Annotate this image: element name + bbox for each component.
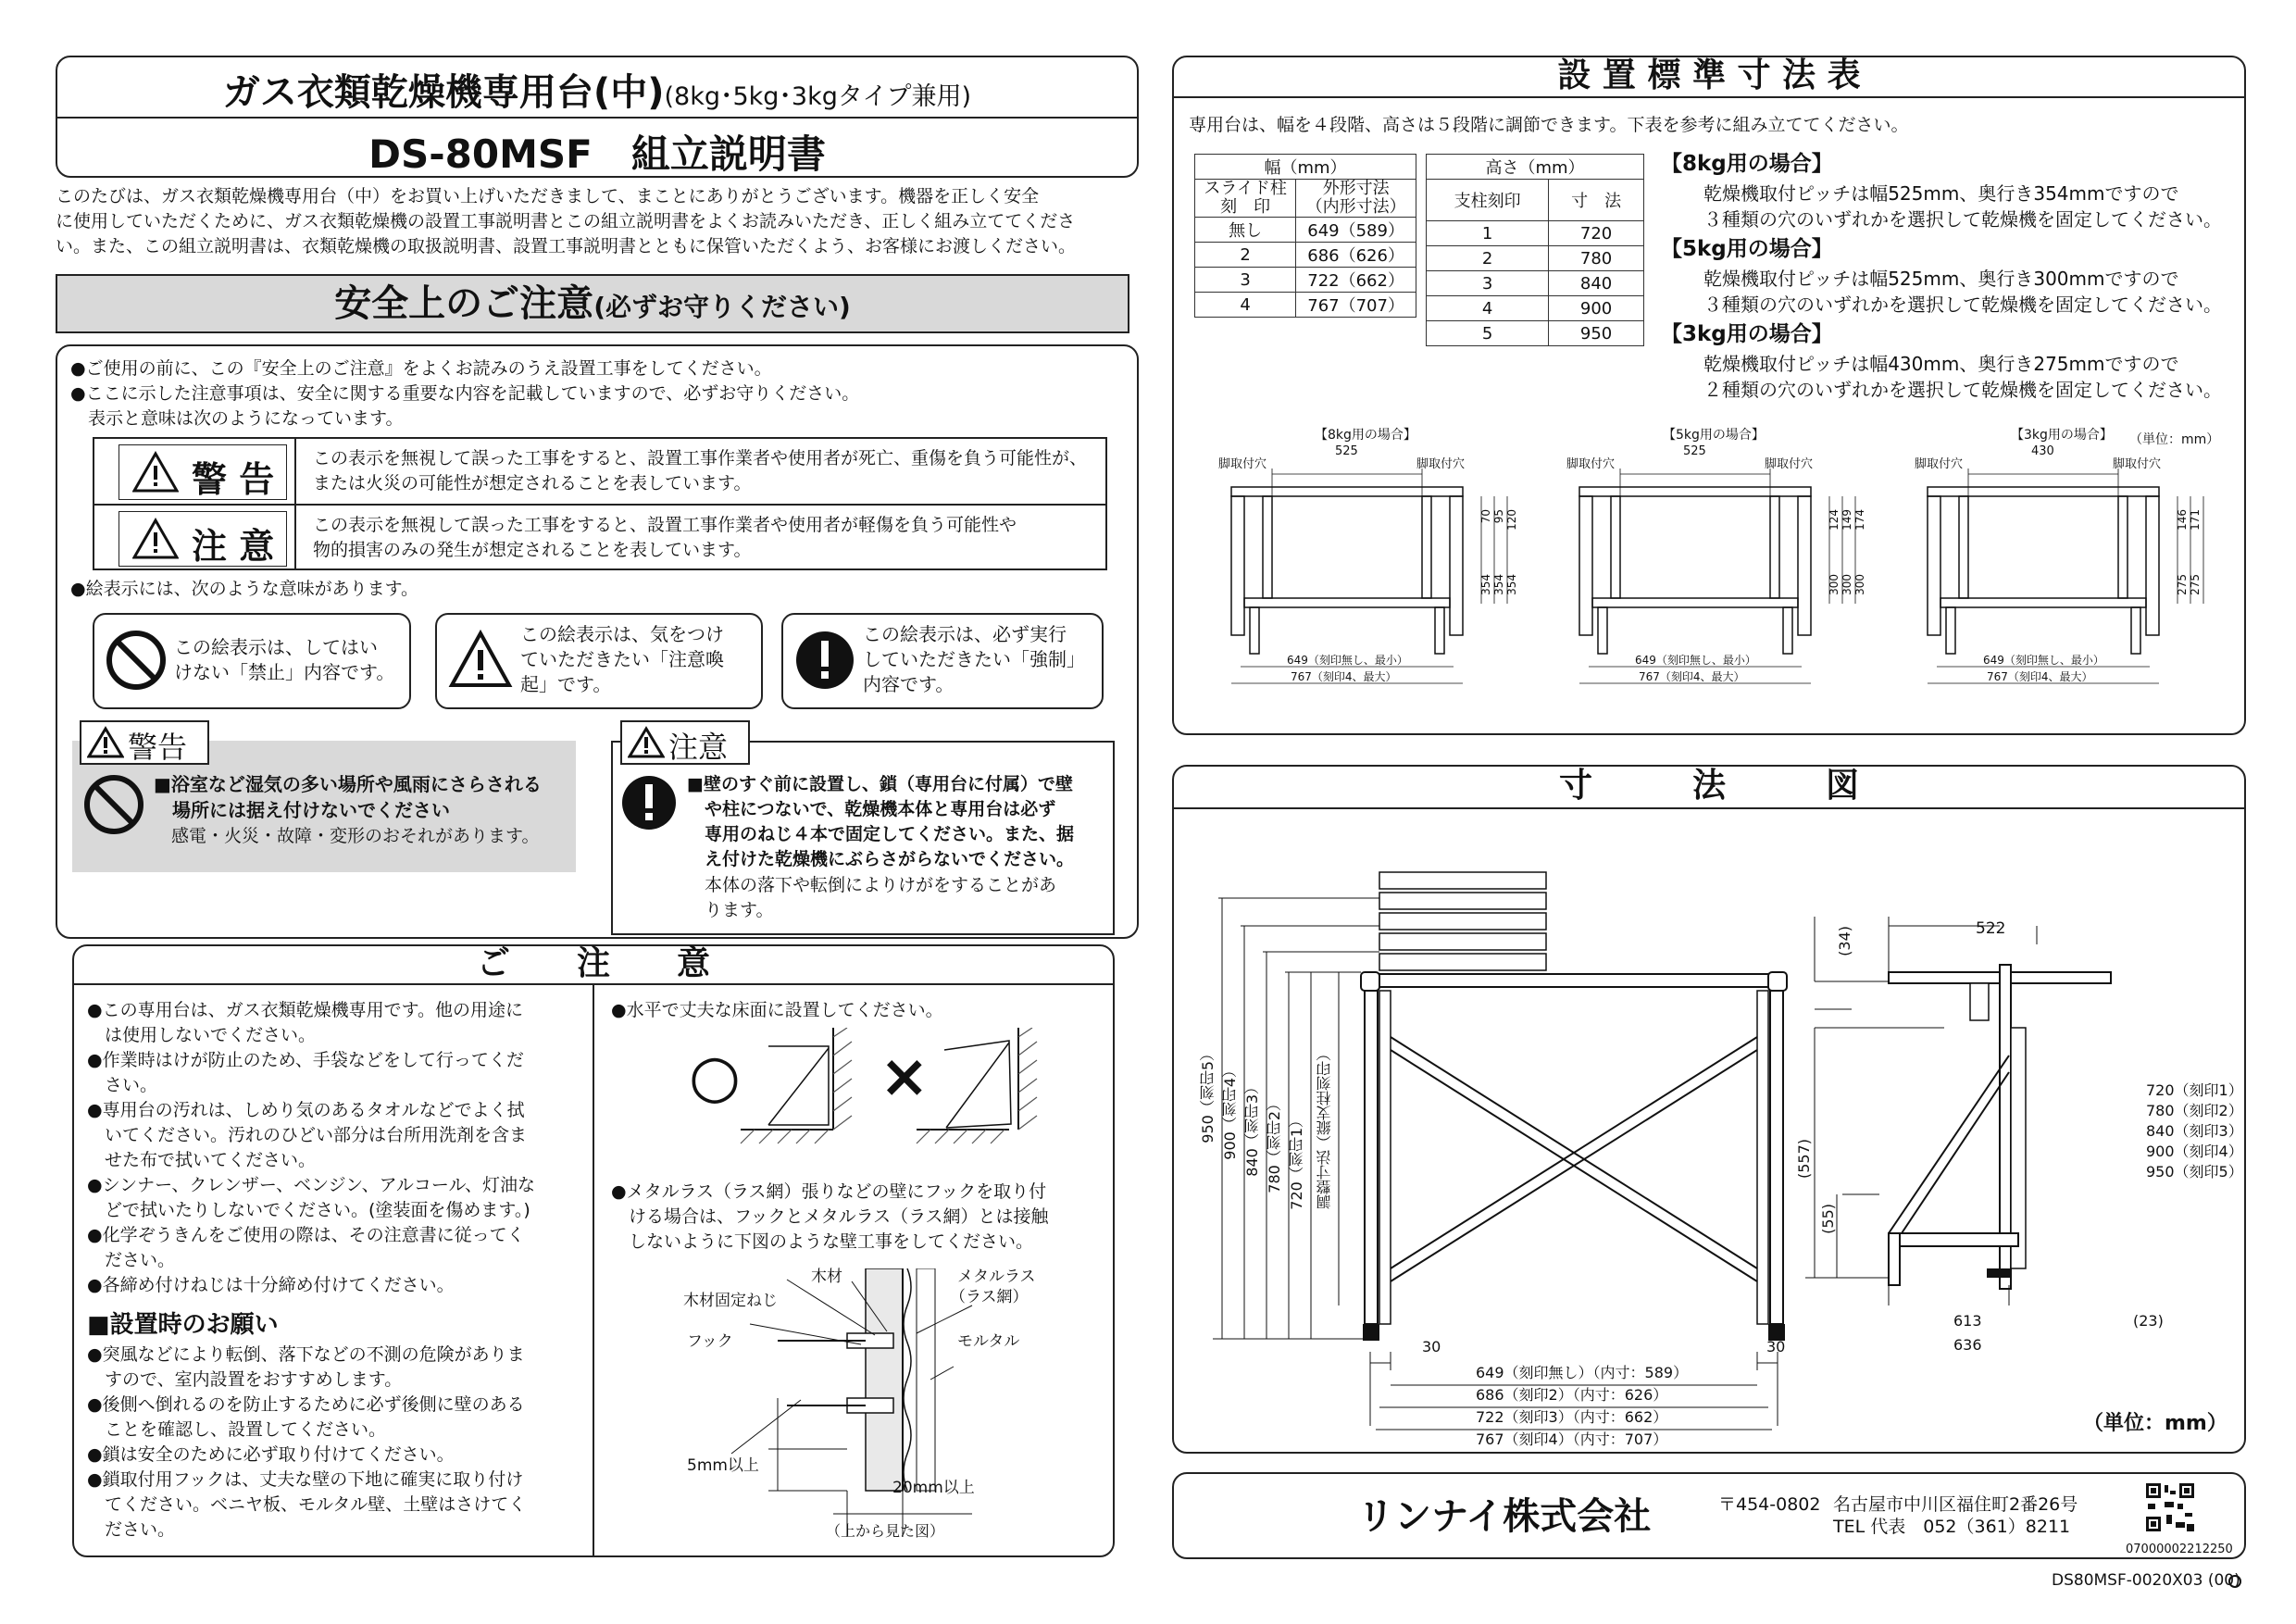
ok-mark: ○ <box>689 1043 741 1111</box>
diagram-dim-a: 174 <box>1853 509 1866 531</box>
intro-line-1: このたびは、ガス衣類乾燥機専用台（中）をお買い上げいただきまして、まことにありがとうございます。機器を正しく安全 <box>56 186 1040 206</box>
fig-metal-lath: メタルラス <box>957 1268 1036 1286</box>
install-title: ■設置時のお願い <box>87 1311 279 1339</box>
prohibit-icon <box>106 630 167 691</box>
caution-icon <box>448 630 513 689</box>
warning-tag-icon <box>87 726 124 759</box>
height-table: 高さ（mm） 支柱刻印 寸 法 1 720 2 780 3 840 4 900 5 950 <box>1426 154 1644 346</box>
notes-left-line: さい。 <box>87 1075 158 1095</box>
diagram-frame <box>1561 465 1876 743</box>
table-row: 3 840 <box>1427 271 1644 296</box>
intro-line-2: に使用していただくために、ガス衣類乾燥機の設置工事説明書とこの組立説明書をよくお読みいただき、正しく組み立ててくださ <box>56 211 1076 231</box>
notes-left-line: ●シンナー、クレンザー、ベンジン、アルコール、灯油な <box>87 1175 535 1195</box>
warning-note: 感電・火災・故障・変形のおそれがあります。 <box>154 826 540 846</box>
unit-small: （単位：mm） <box>2129 432 2220 447</box>
warning-prohibit-icon <box>83 774 144 835</box>
notes-left-line: ●専用台の汚れは、しめり気のあるタオルなどでよく拭 <box>87 1100 525 1120</box>
diagram-width-max: 767（刻印4、最大） <box>1987 670 2093 683</box>
fig-20mm: 20mm以上 <box>892 1479 975 1497</box>
caution-triangle-icon <box>132 518 179 560</box>
lath-line-2: ける場合は、フックとメタルラス（ラス網）とは接触 <box>611 1206 1049 1227</box>
notes-left-line: ださい。 <box>87 1250 176 1270</box>
notes-left-line: どで拭いたりしないでください。(塗装面を傷めます。) <box>87 1200 530 1220</box>
title-main: ガス衣類乾燥機専用台(中) <box>222 71 665 114</box>
side-dim-34: (34) <box>1836 926 1853 956</box>
footer-box <box>1172 1472 2246 1559</box>
page-title <box>56 63 1139 116</box>
height-dim-label: 780（刻印2） <box>1266 1096 1283 1193</box>
fig-wood: 木材 <box>811 1268 842 1286</box>
company-name: リンナイ株式会社 <box>1357 1495 1652 1538</box>
warning-text-1: この表示を無視して誤った工事をすると、設置工事作業者や使用者が死亡、重傷を負う可能性が、 <box>313 448 1088 468</box>
caution-bold-1: ■壁のすぐ前に設置し、鎖（専用台に付属）で壁 <box>687 774 1073 794</box>
level-floor-figure <box>713 1028 1102 1148</box>
intro-line-3: い。また、この組立説明書は、衣類乾燥機の取扱説明書、設置工事説明書とともに保管いただくよう、お客様にお渡しください。 <box>56 236 1077 256</box>
caution-text-1: この表示を無視して誤った工事をすると、設置工事作業者や使用者が軽傷を負う可能性や <box>313 515 1017 535</box>
mandatory-icon <box>794 630 855 691</box>
side-dim-55: (55) <box>1819 1204 1837 1234</box>
diagram-dim-b: 300 <box>1828 574 1841 595</box>
caution-note-2: ります。 <box>687 900 774 920</box>
table-row: 4 900 <box>1427 296 1644 321</box>
fig-5mm: 5mm以上 <box>687 1456 759 1475</box>
diagram-hole-left: 脚取付穴 <box>1566 457 1616 471</box>
side-height-label: 720（刻印1） <box>2146 1081 2243 1099</box>
side-height-label: 840（刻印3） <box>2146 1122 2243 1140</box>
diagram-width-min: 649（刻印無し、最小） <box>1983 654 2104 667</box>
model-title: DS-80MSF 組立説明書 <box>368 131 826 177</box>
side-dim-636: 636 <box>1953 1336 1982 1354</box>
diagram-width-min: 649（刻印無し、最小） <box>1635 654 1756 667</box>
diagram-hole-left: 脚取付穴 <box>1218 457 1267 471</box>
diagram-dim-a: 149 <box>1841 509 1853 531</box>
height-dim-label: 840（刻印3） <box>1243 1080 1261 1177</box>
caution-bold-4: え付けた乾燥機にぶらさがらないでください。 <box>687 849 1075 869</box>
footer-tel: TEL 代表 052（361）8211 <box>1833 1517 2071 1537</box>
diagram-dim-a: 146 <box>2176 509 2189 531</box>
table-row: 3 722（662） <box>1195 268 1416 293</box>
side-dim-522: 522 <box>1976 919 2006 938</box>
table-row: 2 780 <box>1427 246 1644 271</box>
caution-tag-icon <box>628 726 665 759</box>
dimension-unit: （単位：mm） <box>2083 1412 2227 1435</box>
caution-tag: 注意 <box>620 720 750 765</box>
fig-hook: フック <box>687 1332 733 1351</box>
diagram-dim-b: 354 <box>1479 574 1492 595</box>
safety-title-sub: (必ずお守りください) <box>593 292 851 322</box>
standard-title: 設 置 標 準 寸 法 表 <box>1557 56 1861 94</box>
diagram-width-max: 767（刻印4、最大） <box>1639 670 1745 683</box>
diagram-dim-b: 354 <box>1505 574 1518 595</box>
width-dim-label: 649（刻印無し）（内寸：589） <box>1476 1364 1689 1381</box>
side-dim-23: (23) <box>2133 1312 2164 1330</box>
lath-line-3: しないように下図のような壁工事をしてください。 <box>611 1231 1034 1252</box>
doc-code: DS80MSF-0020X03 (00) <box>2052 1571 2240 1590</box>
notes-install-line: すので、室内設置をおすすめします。 <box>87 1369 403 1390</box>
warning-triangle-icon <box>132 451 179 493</box>
diagram-width-min: 649（刻印無し、最小） <box>1287 654 1408 667</box>
notes-left-line: ●作業時はけが防止のため、手袋などをして行ってくだ <box>87 1050 524 1070</box>
footer-zip: 〒454-0802 <box>1718 1494 1821 1515</box>
recycle-mark-icon <box>2227 1574 2242 1589</box>
diagram-dim-b: 300 <box>1853 574 1866 595</box>
fig-metal-lath2: （ラス網） <box>950 1288 1029 1306</box>
diagram-hole-right: 脚取付穴 <box>2113 457 2162 471</box>
adjust-label: 調整寸法（縦支柱刻印） <box>1316 1046 1333 1209</box>
warning-bold-1: ■浴室など湿気の多い場所や風雨にさらされる <box>154 773 542 795</box>
warning-label: 警 告 <box>119 444 287 500</box>
standard-intro: 専用台は、幅を４段階、高さは５段階に調節できます。下表を参考に組み立ててください。 <box>1189 115 1909 135</box>
case-8kg-line-2: ３種類の穴のいずれかを選択して乾燥機を固定してください。 <box>1703 208 2222 231</box>
notes-install-line: ●鎖取付用フックは、丈夫な壁の下地に確実に取り付け <box>87 1469 524 1490</box>
caution-bold-2: や柱につないで、乾燥機本体と専用台は必ず <box>687 799 1056 819</box>
title-sub: (8kg･5kg･3kgタイプ兼用) <box>664 82 972 111</box>
fig-wood-screw: 木材固定ねじ <box>683 1292 778 1310</box>
fig-caption: （上から見た図） <box>826 1522 945 1540</box>
signal-table <box>93 437 1107 570</box>
symbols-intro: ●絵表示には、次のような意味があります。 <box>70 579 419 599</box>
diagram-dim-a: 124 <box>1828 509 1841 531</box>
height-head: 高さ（mm） <box>1427 155 1644 180</box>
notes-install-line: てください。ベニヤ板、モルタル壁、土壁はさけてく <box>87 1494 527 1515</box>
caution-label: 注 意 <box>119 511 287 567</box>
height-dim-label: 900（刻印4） <box>1221 1063 1239 1160</box>
case-3kg-line-1: 乾燥機取付ピッチは幅430mm、奥行き275mmですので <box>1703 353 2179 375</box>
notes-left-line: せた布で拭いてください。 <box>87 1150 317 1170</box>
diagram-dim-b: 275 <box>2189 574 2202 595</box>
level-floor-note: ●水平で丈夫な床面に設置してください。 <box>611 1000 943 1020</box>
diagram-pitch: 430 <box>2031 444 2054 458</box>
diagram-dim-b: 354 <box>1492 574 1505 595</box>
lath-line-1: ●メタルラス（ラス網）張りなどの壁にフックを取り付 <box>611 1181 1047 1202</box>
fig-mortar: モルタル <box>957 1332 1020 1351</box>
qr-code-icon <box>2144 1481 2196 1533</box>
diagram-title: 【8kg用の場合】 <box>1315 428 1416 443</box>
symbol-prohibit: この絵表示は、してはい けない「禁止」内容です。 <box>93 613 411 709</box>
caution-text-2: 物的損害のみの発生が想定されることを表しています。 <box>313 540 752 560</box>
notes-install-line: ださい。 <box>87 1519 176 1540</box>
warning-text-2: または火災の可能性が想定されることを表しています。 <box>313 473 752 493</box>
diagram-hole-left: 脚取付穴 <box>1915 457 1964 471</box>
safety-title-bar <box>56 274 1129 333</box>
side-dim-613: 613 <box>1953 1312 1982 1330</box>
notes-install-line: ●突風などにより転倒、落下などの不測の危険がありま <box>87 1344 525 1365</box>
case-3kg-title: 【3kg用の場合】 <box>1661 322 1833 346</box>
safety-line-3: 表示と意味は次のようになっています。 <box>70 408 404 429</box>
width-table: 幅（mm） スライド柱 刻 印 外形寸法 （内形寸法） 無し 649（589） 2 686（626） 3 722（662） 4 767（707） <box>1194 154 1416 318</box>
notes-left-line: いてください。汚れのひどい部分は台所用洗剤を含ま <box>87 1125 528 1145</box>
side-height-label: 900（刻印4） <box>2146 1143 2243 1160</box>
notes-install-line: ●鎖は安全のために必ず取り付けてください。 <box>87 1444 455 1465</box>
diagram-pitch: 525 <box>1683 444 1706 458</box>
case-5kg-title: 【5kg用の場合】 <box>1661 237 1833 261</box>
diagram-title: 【3kg用の場合】 <box>2011 428 2113 443</box>
diagram-hole-right: 脚取付穴 <box>1416 457 1466 471</box>
case-5kg-line-2: ３種類の穴のいずれかを選択して乾燥機を固定してください。 <box>1703 294 2222 316</box>
safety-line-2: ●ここに示した注意事項は、安全に関する重要な内容を記載していますので、必ずお守りください。 <box>70 383 860 404</box>
diagram-dim-a: 171 <box>2189 509 2202 531</box>
caution-note-1: 本体の落下や転倒によりけがをすることがあ <box>687 875 1057 895</box>
diagram-frame <box>1213 465 1528 743</box>
width-head: 幅（mm） <box>1195 155 1416 180</box>
width-dim-label: 722（刻印3）（内寸：662） <box>1476 1408 1668 1426</box>
notes-install-line: ●後側へ倒れるのを防止するために必ず後側に壁のある <box>87 1394 525 1415</box>
diagram-dim-a: 120 <box>1505 509 1518 531</box>
diagram-dim-a: 95 <box>1492 509 1505 524</box>
table-row: 無し 649（589） <box>1195 218 1416 243</box>
notes-title: ご 注 意 <box>476 944 710 982</box>
side-dim-557: (557) <box>1795 1139 1813 1180</box>
notes-left-line: ●この専用台は、ガス衣類乾燥機専用です。他の用途に <box>87 1000 524 1020</box>
diagram-frame <box>1909 465 2224 743</box>
diagram-pitch: 525 <box>1335 444 1358 458</box>
case-3kg-line-2: ２種類の穴のいずれかを選択して乾燥機を固定してください。 <box>1703 379 2222 401</box>
side-height-label: 950（刻印5） <box>2146 1163 2243 1181</box>
diagram-dim-b: 300 <box>1841 574 1853 595</box>
symbol-mandatory: この絵表示は、必ず実行 していただきたい「強制」 内容です。 <box>781 613 1104 709</box>
safety-title: 安全上のご注意 <box>334 282 594 325</box>
notes-left-line: は使用しないでください。 <box>87 1025 317 1045</box>
table-row: 1 720 <box>1427 221 1644 246</box>
diagram-dim-a: 70 <box>1479 509 1492 524</box>
side-height-label: 780（刻印2） <box>2146 1102 2243 1119</box>
diagram-width-max: 767（刻印4、最大） <box>1291 670 1397 683</box>
width-dim-label: 686（刻印2）（内寸：626） <box>1476 1386 1668 1404</box>
warning-bold-2: 場所には据え付けないでください <box>154 799 450 821</box>
dimension-title: 寸 法 図 <box>1558 767 1859 805</box>
caution-bold-3: 専用のねじ４本で固定してください。また、据 <box>687 824 1075 844</box>
caution-mandatory-icon <box>620 774 678 831</box>
safety-line-1: ●ご使用の前に、この『安全上のご注意』をよくお読みのうえ設置工事をしてください。 <box>70 358 772 379</box>
table-row: 2 686（626） <box>1195 243 1416 268</box>
case-8kg-title: 【8kg用の場合】 <box>1661 152 1833 176</box>
table-row: 5 950 <box>1427 321 1644 346</box>
footer-address: 名古屋市中川区福住町2番26号 <box>1833 1494 2078 1515</box>
width-30-right: 30 <box>1766 1338 1786 1355</box>
ng-mark: × <box>880 1043 930 1111</box>
table-row: 4 767（707） <box>1195 293 1416 318</box>
qr-code-number: 07000002212250 <box>2126 1543 2233 1556</box>
case-8kg-line-1: 乾燥機取付ピッチは幅525mm、奥行き354mmですので <box>1703 182 2179 205</box>
case-5kg-line-1: 乾燥機取付ピッチは幅525mm、奥行き300mmですので <box>1703 268 2179 290</box>
notes-left-line: ●各締め付けねじは十分締め付けてください。 <box>87 1275 455 1295</box>
diagram-dim-b: 275 <box>2176 574 2189 595</box>
notes-install-line: ことを確認し、設置してください。 <box>87 1419 387 1440</box>
width-dim-label: 767（刻印4）（内寸：707） <box>1476 1430 1668 1448</box>
height-dim-label: 720（刻印1） <box>1288 1113 1305 1210</box>
symbol-caution: この絵表示は、気をつけ ていただきたい「注意喚 起」です。 <box>435 613 763 709</box>
notes-left-line: ●化学ぞうきんをご使用の際は、その注意書に従ってく <box>87 1225 525 1245</box>
diagram-title: 【5kg用の場合】 <box>1663 428 1765 443</box>
height-dim-label: 950（刻印5） <box>1199 1046 1217 1143</box>
diagram-hole-right: 脚取付穴 <box>1765 457 1814 471</box>
warning-tag: 警告 <box>80 720 209 765</box>
width-30-left: 30 <box>1422 1338 1441 1355</box>
